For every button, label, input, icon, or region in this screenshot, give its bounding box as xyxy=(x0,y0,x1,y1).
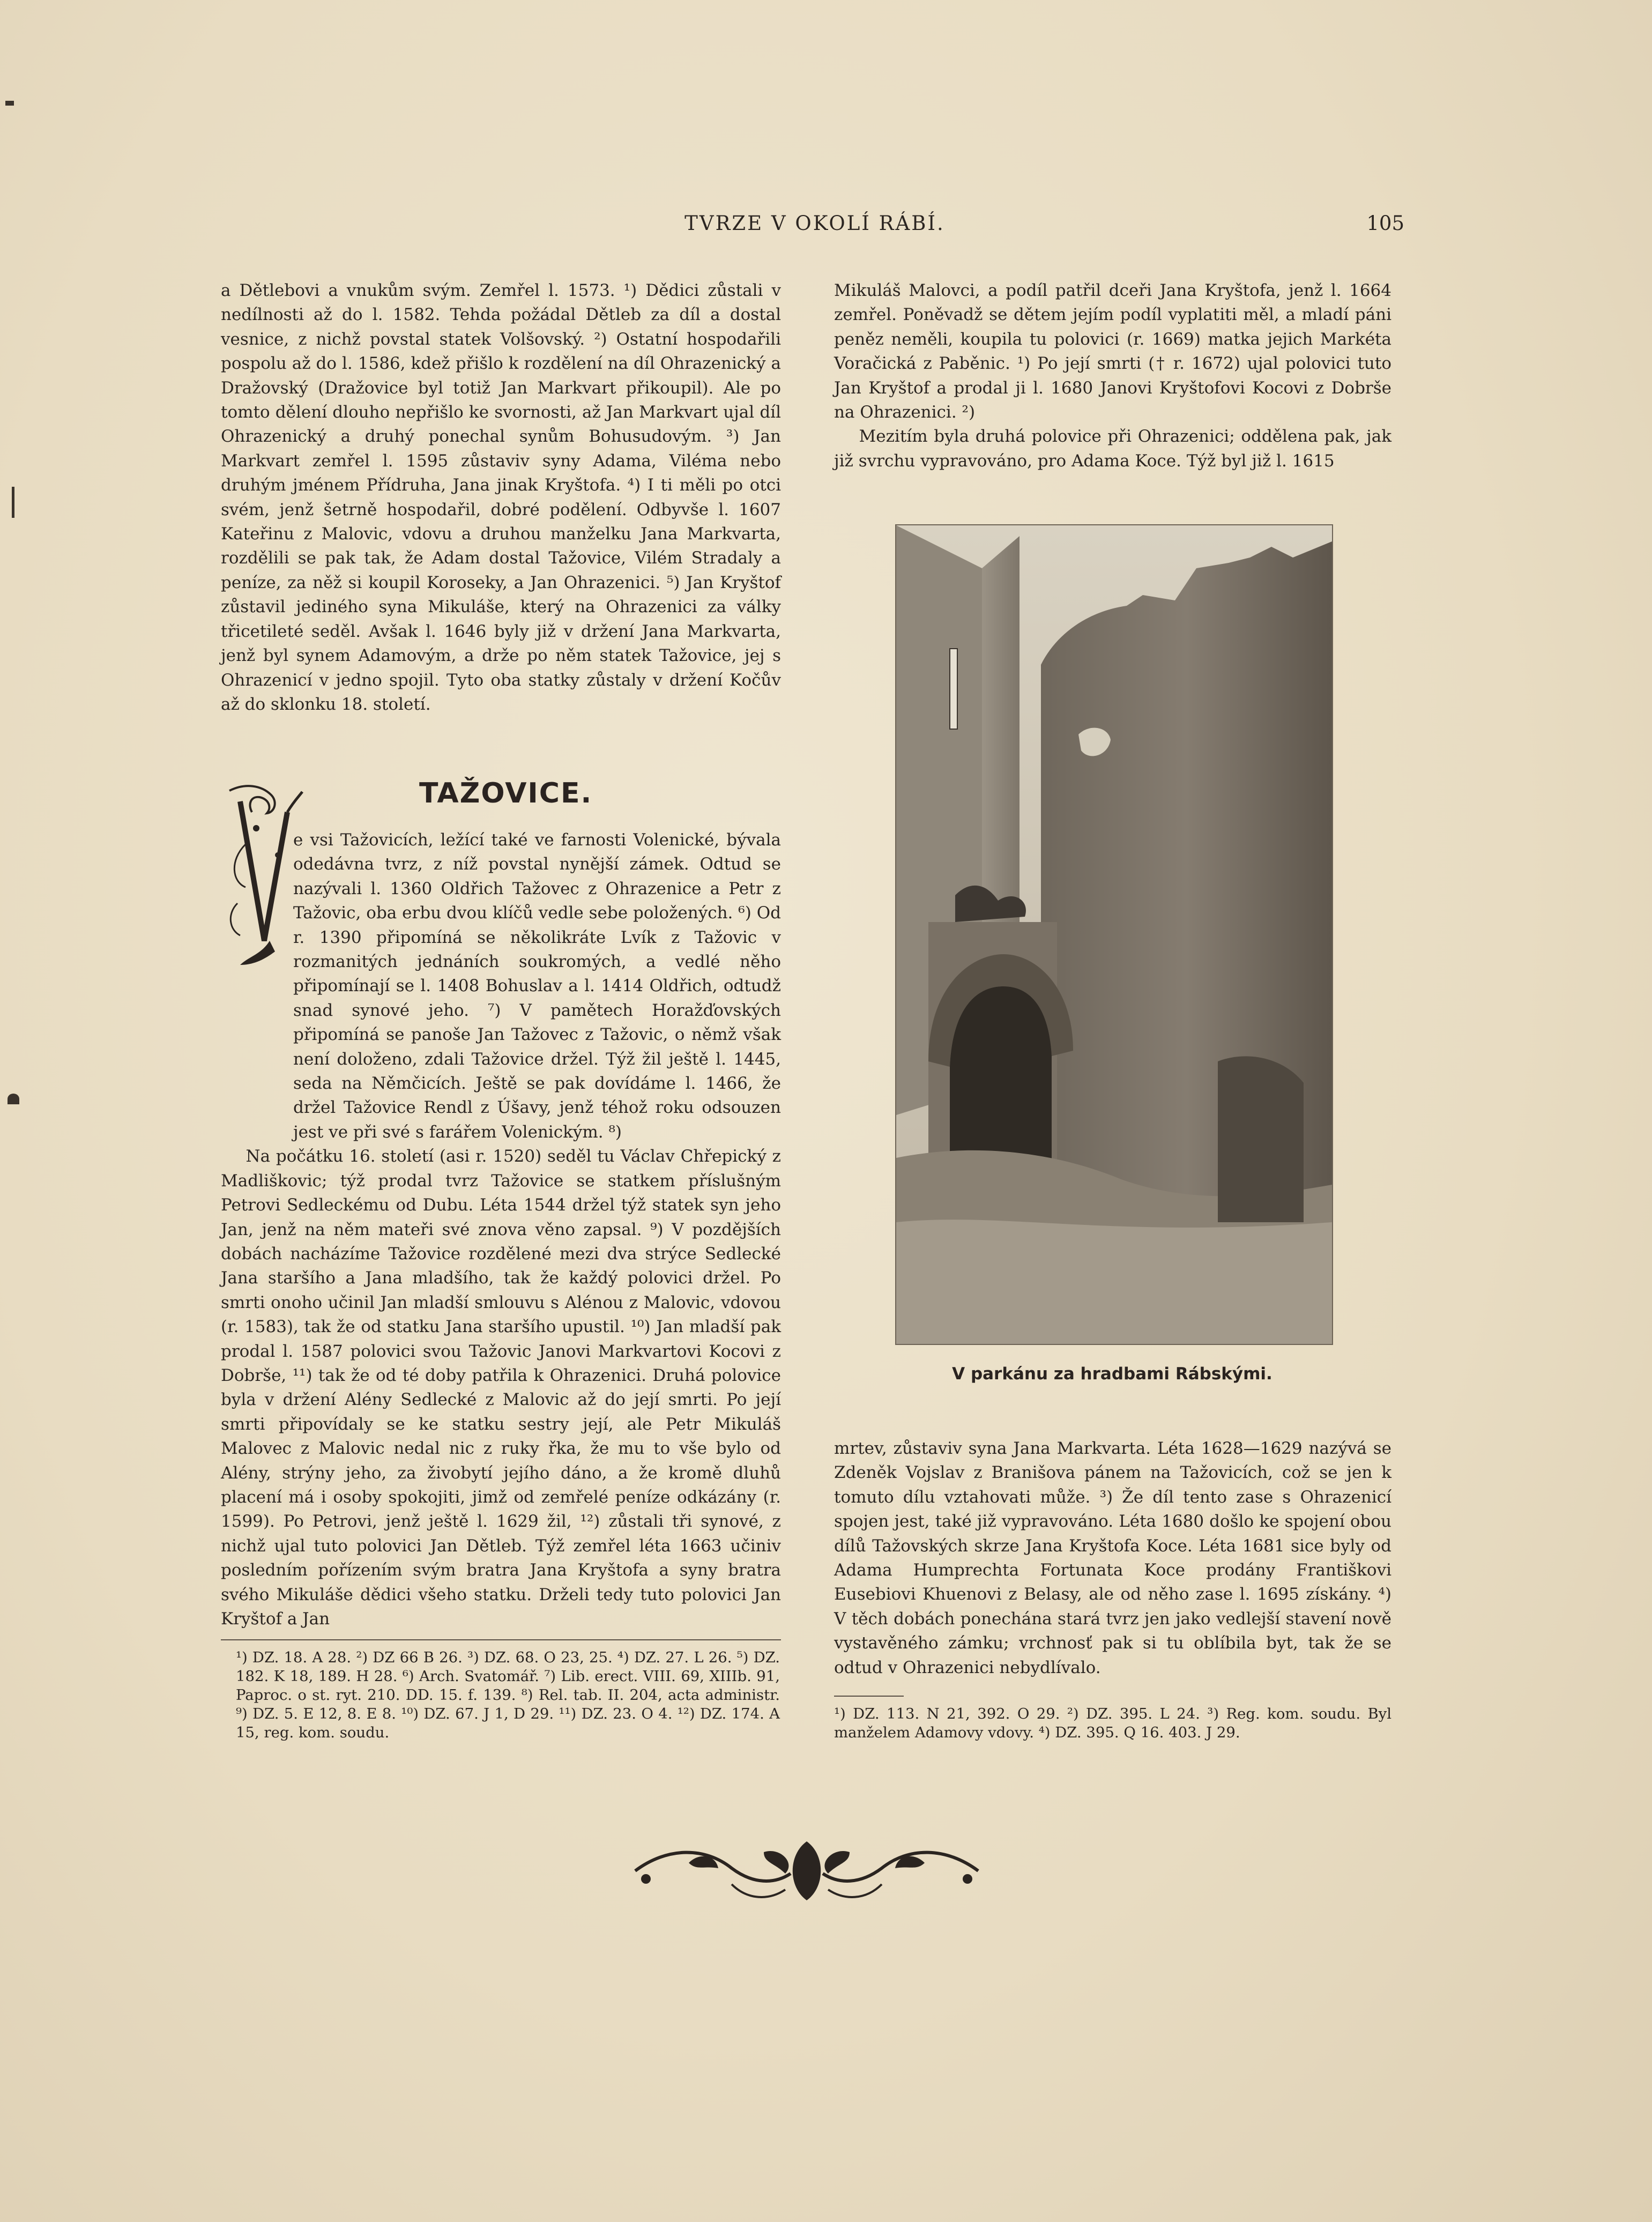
binding-mark xyxy=(12,487,14,518)
running-header xyxy=(225,212,1404,244)
right-paragraph: Mikuláš Malovci, a podíl patřil dceři Jana Kryštofa, jenž l. 1664 zemřel. Poněvadž se dětem jejím podíl vyplatiti měl, a mladí páni peněz neměli, koupila tu polovici (r. 1669) matka jejich Markéta Voračická z Paběnic. ¹) Po její smrti († r. 1672) ujal polovici tuto Jan Kryštof a prodal ji l. 1680 Janovi Kryštofovi Kocovi z Dobrše na Ohrazenici. ²) xyxy=(834,281,1391,422)
tazovice-section-body xyxy=(221,828,781,1631)
left-column-intro xyxy=(221,279,781,717)
illustration-caption: V parkánu za hradbami Rábskými. xyxy=(952,1364,1273,1384)
binding-mark xyxy=(8,1094,19,1104)
running-title: TVRZE V OKOLÍ RÁBÍ. xyxy=(684,212,945,235)
footnote-divider xyxy=(221,1639,781,1640)
binding-mark xyxy=(5,101,14,106)
right-column-top xyxy=(834,279,1391,473)
right-column-bottom xyxy=(834,1437,1391,1680)
ruin-illustration xyxy=(895,524,1333,1345)
section-paragraph: Na počátku 16. století (asi r. 1520) seděl tu Václav Chřepický z Madliškovic; týž prodal tvrz Tažovice se statkem příslušným Petrovi Sedleckému od Dubu. Léta 1544 držel týž statek syn jeho Jan, jenž na něm mateři své znova věno zapsal. ⁹) V pozdějších dobách nacházíme Tažovice rozdělené mezi dva strýce Sedlecké Jana staršího a Jana mladšího, tak že každý polovici držel. Po smrti onoho učinil Jan mladší smlouvu s Alénou z Malovic, vdovou (r. 1583), tak že od statku Jana staršího upustil. ¹⁰) Jan mladší pak prodal l. 1587 polovici svou Tažovic Janovi Markvartovi Kocovi z Dobrše, ¹¹) tak že od té doby patřila k Ohrazenici. Druhá polovice byla v držení Alény Sedlecké z Malovic až do její smrti. Po její smrti připovídaly se ke statku sestry její, ale Petr Mikuláš Malovec z Malovic nedal nic z ruky řka, že mu to vše bylo od Alény, strýny jeho, za živobytí jejího dáno, a že kromě dluhů placení má i osoby spokojiti, jimž od zemřelé peníze odkázány (r. 1599). Po Petrovi, jenž ještě l. 1629 žil, ¹²) zůstali tři synové, z nichž ujal tuto polovici Jan Dětleb. Týž zemřel léta 1663 učiniv posledním pořízením svým bratra Jana Kryštofa a syny bratra svého Mikuláše dědici všeho statku. Drželi tedy tuto polovici Jan Kryštof a Jan xyxy=(221,1147,781,1629)
footnotes-right: ¹) DZ. 113. N 21, 392. O 29. ²) DZ. 395. L 24. ³) Reg. kom. soudu. Byl manželem Adamovy vdovy. ⁴) DZ. 395. Q 16. 403. J 29. xyxy=(834,1705,1391,1741)
page-number: 105 xyxy=(1366,212,1404,235)
floral-ornament-icon xyxy=(624,1831,989,1911)
right-paragraph: Mezitím byla druhá polovice při Ohrazenici; oddělena pak, jak již svrchu vypravováno, pro Adama Koce. Týž byl již l. 1615 xyxy=(834,427,1391,471)
footnotes-left: ¹) DZ. 18. A 28. ²) DZ 66 B 26. ³) DZ. 68. O 23, 25. ⁴) DZ. 27. L 26. ⁵) DZ. 182. K 18, 189. H 28. ⁶) Arch. Svatomář. ⁷) Lib. erect. VIII. 69, XIIIb. 91, Paproc. o st. ryt. 210. DD. 15. f. 139. ⁸) Rel. tab. II. 204, acta administr. ⁹) DZ. 5. E 12, 8. E 8. ¹⁰) DZ. 67. J 1, D 29. ¹¹) DZ. 23. O 4. ¹²) DZ. 174. A 15, reg. kom. soudu. xyxy=(236,1649,780,1741)
intro-paragraph: a Dětlebovi a vnukům svým. Zemřel l. 1573. ¹) Dědici zůstali v nedílnosti až do l. 1582. Tehda požádal Dětleb za díl a dostal vesnice, z nichž povstal statek Volšovský. ²) Ostatní hospodařili pospolu až do l. 1586, kdež přišlo k rozdělení na díl Ohrazenický a Dražovský (Dražovice byl totiž Jan Markvart přikoupil). Ale po tomto dělení dlouho nepřišlo ke svornosti, až Jan Markvart ujal díl Ohrazenický a druhý ponechal synům Bohusudovým. ³) Jan Markvart zemřel l. 1595 zůstaviv syny Adama, Viléma nebo druhým jménem Přídruha, Jana jinak Kryštofa. ⁴) I ti měli po otci svém, jenž šetrně hospodařil, dobré podělení. Odbyvše l. 1607 Kateřinu z Malovic, vdovu a druhou manželku Jana Markvarta, rozdělili se pak tak, že Adam dostal Tažovice, Vilém Stradaly a peníze, za něž si koupil Koroseky, a Jan Ohrazenici. ⁵) Jan Kryštof zůstavil jediného syna Mikuláše, který na Ohrazenici za války třicetileté seděl. Avšak l. 1646 byly již v držení Jana Markvarta, jenž byl synem Adamovým, a drže po něm statek Tažovice, jej s Ohrazenicí v jedno spojil. Tyto oba statky zůstaly v držení Kočův až do sklonku 18. století. xyxy=(221,281,781,714)
right-paragraph: mrtev, zůstaviv syna Jana Markvarta. Léta 1628—1629 nazývá se Zdeněk Vojslav z Branišova pánem na Tažovicích, což se jen k tomuto dílu vztahovati může. ³) Že díl tento zase s Ohrazenicí spojen jest, také již vypravováno. Léta 1680 došlo ke spojení obou dílů Tažovských skrze Jana Kryštofa Koce. Léta 1681 sice byly od Adama Humprechta Fortunata Koce prodány Františkovi Eusebiovi Khuenovi z Belasy, ale od něho zase l. 1695 získány. ⁴) V těch dobách ponechána stará tvrz jen jako vedlejší stavení nově vystavěného zámku; vrchnosť pak si tu oblíbila byt, tak že se odtud v Ohrazenici nebydlívalo. xyxy=(834,1439,1391,1677)
section-heading: TAŽOVICE. xyxy=(419,777,593,809)
footnote-divider xyxy=(834,1696,904,1697)
section-paragraph: e vsi Tažovicích, ležící také ve farnosti Volenické, bývala odedávna tvrz, z níž povstal nynější zámek. Odtud se nazývali l. 1360 Oldřich Tažovec z Ohrazenice a Petr z Tažovic, oba erbu dvou klíčů vedle sebe položených. ⁶) Od r. 1390 připomíná se několikráte Lvík z Tažovic v rozmanitých jednáních soukromých, a vedlé něho připomínají se l. 1408 Bohuslav a l. 1414 Oldřich, odtudž snad synové jeho. ⁷) V pamětech Horažďovských připomíná se panoše Jan Tažovec z Tažovic, o němž však není doloženo, zdali Tažovice držel. Týž žil ještě l. 1445, seda na Němčicích. Ještě se pak dovídáme l. 1466, že držel Tažovice Rendl z Úšavy, jenž téhož roku odsouzen jest ve při své s farářem Volenickým. ⁸) xyxy=(293,830,781,1142)
